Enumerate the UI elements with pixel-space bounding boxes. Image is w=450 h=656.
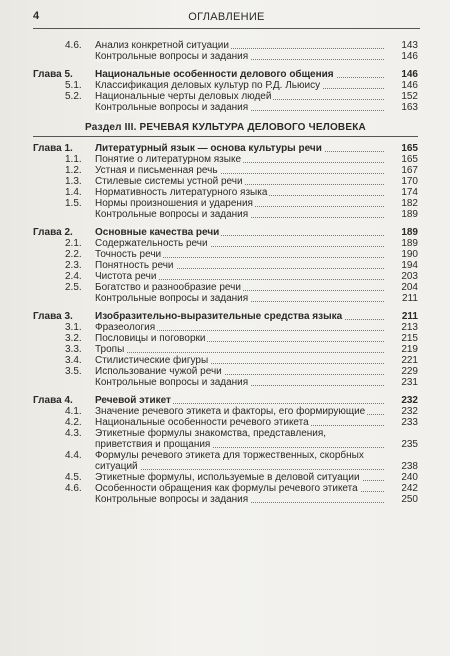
toc-entry xyxy=(95,143,384,154)
toc-page-number: 235 xyxy=(401,439,418,450)
toc-row xyxy=(33,91,418,102)
toc-entry xyxy=(95,366,384,377)
toc-number: 2.3. xyxy=(65,260,82,271)
toc-row xyxy=(33,293,418,304)
toc-page-number: 232 xyxy=(401,395,418,406)
toc-entry xyxy=(95,377,384,388)
toc-number: Глава 5. xyxy=(33,69,73,80)
toc-number: 3.4. xyxy=(65,355,82,366)
toc-entry xyxy=(95,494,384,505)
toc-number: 3.2. xyxy=(65,333,82,344)
toc-entry xyxy=(95,355,384,366)
toc-block xyxy=(33,143,418,220)
toc-row xyxy=(33,198,418,209)
toc-block xyxy=(33,311,418,388)
toc-number: Глава 4. xyxy=(33,395,73,406)
toc-entry-title: Классификация деловых культур по Р.Д. Льюису xyxy=(95,80,321,91)
section-title: Раздел III. РЕЧЕВАЯ КУЛЬТУРА ДЕЛОВОГО ЧЕЛОВЕКА xyxy=(33,120,418,137)
toc-page-number: 194 xyxy=(401,260,418,271)
toc-page-number: 165 xyxy=(401,154,418,165)
toc-page-number: 146 xyxy=(401,51,418,62)
toc-row xyxy=(33,154,418,165)
toc-row xyxy=(33,238,418,249)
toc-page-number: 231 xyxy=(401,377,418,388)
toc-number: 1.5. xyxy=(65,198,82,209)
toc-row xyxy=(33,450,418,472)
toc-chapter-row xyxy=(33,69,418,80)
toc-row xyxy=(33,260,418,271)
toc-entry-title: Национальные особенности речевого этикета xyxy=(95,417,309,428)
toc-page-number: 189 xyxy=(401,209,418,220)
toc-entry xyxy=(95,282,384,293)
toc-entry-title: Контрольные вопросы и задания xyxy=(95,293,249,304)
toc-row xyxy=(33,483,418,494)
toc-entry-title: Фразеология xyxy=(95,322,156,333)
toc-row xyxy=(33,377,418,388)
toc-number: 1.1. xyxy=(65,154,82,165)
toc-row xyxy=(33,187,418,198)
toc-entry-title: Национальные черты деловых людей xyxy=(95,91,272,102)
toc-entry-title: Содержательность речи xyxy=(95,238,208,249)
toc-page-number: 152 xyxy=(401,91,418,102)
toc-entry xyxy=(95,406,384,417)
toc-entry-title: Анализ конкретной ситуации xyxy=(95,40,229,51)
running-header xyxy=(33,4,420,29)
toc-block xyxy=(33,69,418,113)
toc-entry xyxy=(95,91,384,102)
toc-entry xyxy=(95,165,384,176)
toc-page-number: 229 xyxy=(401,366,418,377)
toc-entry xyxy=(95,483,384,494)
toc-row xyxy=(33,406,418,417)
toc-entry-title: Контрольные вопросы и задания xyxy=(95,377,249,388)
toc-entry-title: Нормы произношения и ударения xyxy=(95,198,253,209)
toc-entry-title: Чистота речи xyxy=(95,271,157,282)
toc-number: 2.1. xyxy=(65,238,82,249)
toc-entry xyxy=(95,322,384,333)
toc-chapter-row xyxy=(33,311,418,322)
page-number: 4 xyxy=(33,10,40,22)
toc-page-number: 240 xyxy=(401,472,418,483)
toc-entry xyxy=(95,395,384,406)
toc-page-number: 170 xyxy=(401,176,418,187)
toc-page-number: 211 xyxy=(401,311,418,322)
toc-entry xyxy=(95,293,384,304)
toc-page-number: 146 xyxy=(401,80,418,91)
toc-chapter-row xyxy=(33,395,418,406)
toc-entry xyxy=(95,187,384,198)
toc-row xyxy=(33,165,418,176)
toc-entry-title: Этикетные формулы, используемые в деловой ситуации xyxy=(95,472,360,483)
toc-page-number: 190 xyxy=(401,249,418,260)
toc-row xyxy=(33,80,418,91)
toc-number: 3.5. xyxy=(65,366,82,377)
toc-entry-title: Изобразительно-выразительные средства языка xyxy=(95,311,343,322)
toc-page-number: 213 xyxy=(401,322,418,333)
toc-entry xyxy=(95,40,384,51)
toc-entry-title: Устная и письменная речь xyxy=(95,165,218,176)
toc-page-number: 219 xyxy=(401,344,418,355)
toc-number: 5.1. xyxy=(65,80,82,91)
toc-number: 2.4. xyxy=(65,271,82,282)
toc-page-number: 250 xyxy=(401,494,418,505)
toc-page-number: 232 xyxy=(401,406,418,417)
toc-entry-title: Стилевые системы устной речи xyxy=(95,176,243,187)
toc-page-number: 163 xyxy=(401,102,418,113)
toc-entry-title: Богатство и разнообразие речи xyxy=(95,282,241,293)
toc-entry-title: Точность речи xyxy=(95,249,162,260)
toc-entry xyxy=(95,102,384,113)
toc-page-number: 211 xyxy=(402,293,418,304)
toc-entry-title: Речевой этикет xyxy=(95,395,171,406)
toc-entry xyxy=(95,417,384,428)
toc-entry-title: Формулы речевого этикета для торжественных, скорбных ситуаций xyxy=(95,450,364,472)
toc-entry xyxy=(95,176,384,187)
header-title: ОГЛАВЛЕНИЕ xyxy=(188,11,265,23)
toc-row xyxy=(33,271,418,282)
toc-page-number: 146 xyxy=(401,69,418,80)
toc-row xyxy=(33,322,418,333)
toc-chapter-row xyxy=(33,227,418,238)
toc-entry-title: Пословицы и поговорки xyxy=(95,333,206,344)
toc-entry xyxy=(95,80,384,91)
toc-number: 1.2. xyxy=(65,165,82,176)
toc-block xyxy=(33,40,418,62)
toc-row xyxy=(33,51,418,62)
toc-row xyxy=(33,102,418,113)
toc-entry-title: Понятие о литературном языке xyxy=(95,154,242,165)
toc-row xyxy=(33,176,418,187)
toc-entry-title: Использование чужой речи xyxy=(95,366,222,377)
toc-entry xyxy=(95,249,384,260)
toc-entry-title: Нормативность литературного языка xyxy=(95,187,268,198)
toc-page-number: 143 xyxy=(401,40,418,51)
toc-page-number: 204 xyxy=(401,282,418,293)
toc-entry-title: Контрольные вопросы и задания xyxy=(95,209,249,220)
toc-row xyxy=(33,249,418,260)
toc-page-number: 182 xyxy=(401,198,418,209)
toc-entry-title: Стилистические фигуры xyxy=(95,355,209,366)
toc-entry xyxy=(95,238,384,249)
toc-number: Глава 1. xyxy=(33,143,73,154)
toc-entry xyxy=(95,209,384,220)
toc-entry-title: Литературный язык — основа культуры речи xyxy=(95,143,322,154)
toc-page-number: 203 xyxy=(401,271,418,282)
toc-entry xyxy=(95,333,384,344)
toc-entry xyxy=(95,51,384,62)
toc-entry xyxy=(95,69,384,80)
toc-number: 2.5. xyxy=(65,282,82,293)
toc-number: 4.6. xyxy=(65,40,82,51)
toc-page-number: 238 xyxy=(401,461,418,472)
table-of-contents xyxy=(33,40,418,505)
toc-number: 4.4. xyxy=(65,450,82,461)
toc-number: 5.2. xyxy=(65,91,82,102)
toc-entry xyxy=(95,227,384,238)
toc-page-number: 189 xyxy=(401,227,418,238)
toc-page-number: 215 xyxy=(401,333,418,344)
toc-number: 4.5. xyxy=(65,472,82,483)
toc-entry xyxy=(95,260,384,271)
toc-entry xyxy=(95,450,384,472)
toc-page-number: 221 xyxy=(401,355,418,366)
toc-row xyxy=(33,40,418,51)
toc-entry-title: Основные качества речи xyxy=(95,227,220,238)
toc-page-number: 165 xyxy=(401,143,418,154)
toc-number: 3.3. xyxy=(65,344,82,355)
toc-page-number: 242 xyxy=(401,483,418,494)
toc-page-number: 167 xyxy=(401,165,418,176)
toc-number: Глава 3. xyxy=(33,311,73,322)
toc-number: 4.6. xyxy=(65,483,82,494)
toc-entry-title: Национальные особенности делового общения xyxy=(95,69,334,80)
toc-entry xyxy=(95,311,384,322)
toc-entry xyxy=(95,154,384,165)
toc-row xyxy=(33,366,418,377)
toc-entry xyxy=(95,472,384,483)
toc-entry xyxy=(95,428,384,450)
toc-block xyxy=(33,395,418,505)
toc-page-number: 174 xyxy=(401,187,418,198)
toc-row xyxy=(33,494,418,505)
toc-page-number: 189 xyxy=(401,238,418,249)
toc-entry xyxy=(95,271,384,282)
toc-number: 2.2. xyxy=(65,249,82,260)
toc-entry-title: Контрольные вопросы и задания xyxy=(95,494,249,505)
toc-row xyxy=(33,472,418,483)
toc-entry xyxy=(95,344,384,355)
toc-row xyxy=(33,417,418,428)
toc-number: 1.3. xyxy=(65,176,82,187)
toc-entry-title: Особенности обращения как формулы речевого этикета xyxy=(95,483,358,494)
toc-entry-title: Контрольные вопросы и задания xyxy=(95,102,249,113)
toc-row xyxy=(33,428,418,450)
toc-row xyxy=(33,209,418,220)
toc-number: 4.1. xyxy=(65,406,82,417)
toc-entry-title: Значение речевого этикета и факторы, его формирующие xyxy=(95,406,366,417)
toc-number: 4.3. xyxy=(65,428,82,439)
toc-entry-title: Этикетные формулы знакомства, представления, приветствия и прощания xyxy=(95,428,327,450)
toc-number: 1.4. xyxy=(65,187,82,198)
toc-row xyxy=(33,282,418,293)
toc-entry-title: Контрольные вопросы и задания xyxy=(95,51,249,62)
toc-number: 4.2. xyxy=(65,417,82,428)
toc-row xyxy=(33,355,418,366)
toc-chapter-row xyxy=(33,143,418,154)
toc-row xyxy=(33,344,418,355)
toc-entry xyxy=(95,198,384,209)
toc-block xyxy=(33,227,418,304)
toc-row xyxy=(33,333,418,344)
toc-page-number: 233 xyxy=(401,417,418,428)
toc-number: 3.1. xyxy=(65,322,82,333)
toc-entry-title: Тропы xyxy=(95,344,125,355)
toc-entry-title: Понятность речи xyxy=(95,260,174,271)
toc-number: Глава 2. xyxy=(33,227,73,238)
